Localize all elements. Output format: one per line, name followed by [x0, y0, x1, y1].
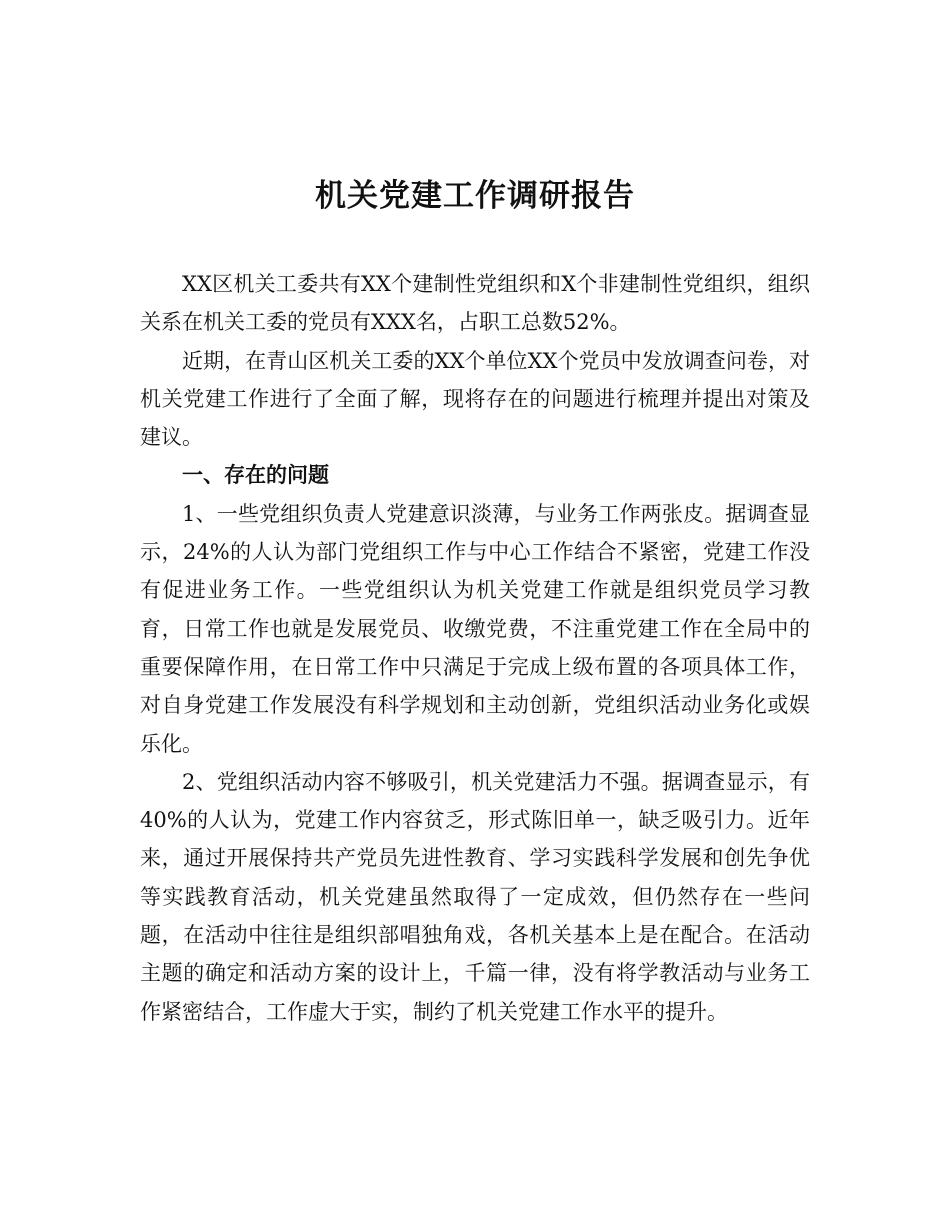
- document-title: 机关党建工作调研报告: [315, 178, 635, 214]
- intro-paragraph-2: 近期，在青山区机关工委的XX个单位XX个党员中发放调查问卷，对机关党建工作进行了全面了解，现将存在的问题进行梳理并提出对策及建议。: [140, 348, 810, 450]
- problem-item-1: 1、一些党组织负责人党建意识淡薄，与业务工作两张皮。据调查显示，24%的人认为部门党组织工作与中心工作结合不紧密，党建工作没有促进业务工作。一些党组织认为机关党建工作就是组织党员学习教育，日常工作也就是发展党员、收缴党费，不注重党建工作在全局中的重要保障作用，在日常工作中只满足于完成上级布置的各项具体工作，对自身党建工作发展没有科学规划和主动创新，党组织活动业务化或娱乐化。: [140, 501, 810, 756]
- problem-item-2: 2、党组织活动内容不够吸引，机关党建活力不强。据调查显示，有40%的人认为，党建工作内容贫乏，形式陈旧单一，缺乏吸引力。近年来，通过开展保持共产党员先进性教育、学习实践科学发展和创先争优等实践教育活动，机关党建虽然取得了一定成效，但仍然存在一些问题，在活动中往往是组织部唱独角戏，各机关基本上是在配合。在活动主题的确定和活动方案的设计上，千篇一律，没有将学教活动与业务工作紧密结合，工作虚大于实，制约了机关党建工作水平的提升。: [140, 769, 810, 1024]
- document-body: [140, 265, 810, 1031]
- intro-paragraph-1: XX区机关工委共有XX个建制性党组织和X个非建制性党组织，组织关系在机关工委的党员有XXX名，占职工总数52%。: [140, 272, 810, 335]
- section-heading: 一、存在的问题: [182, 463, 329, 488]
